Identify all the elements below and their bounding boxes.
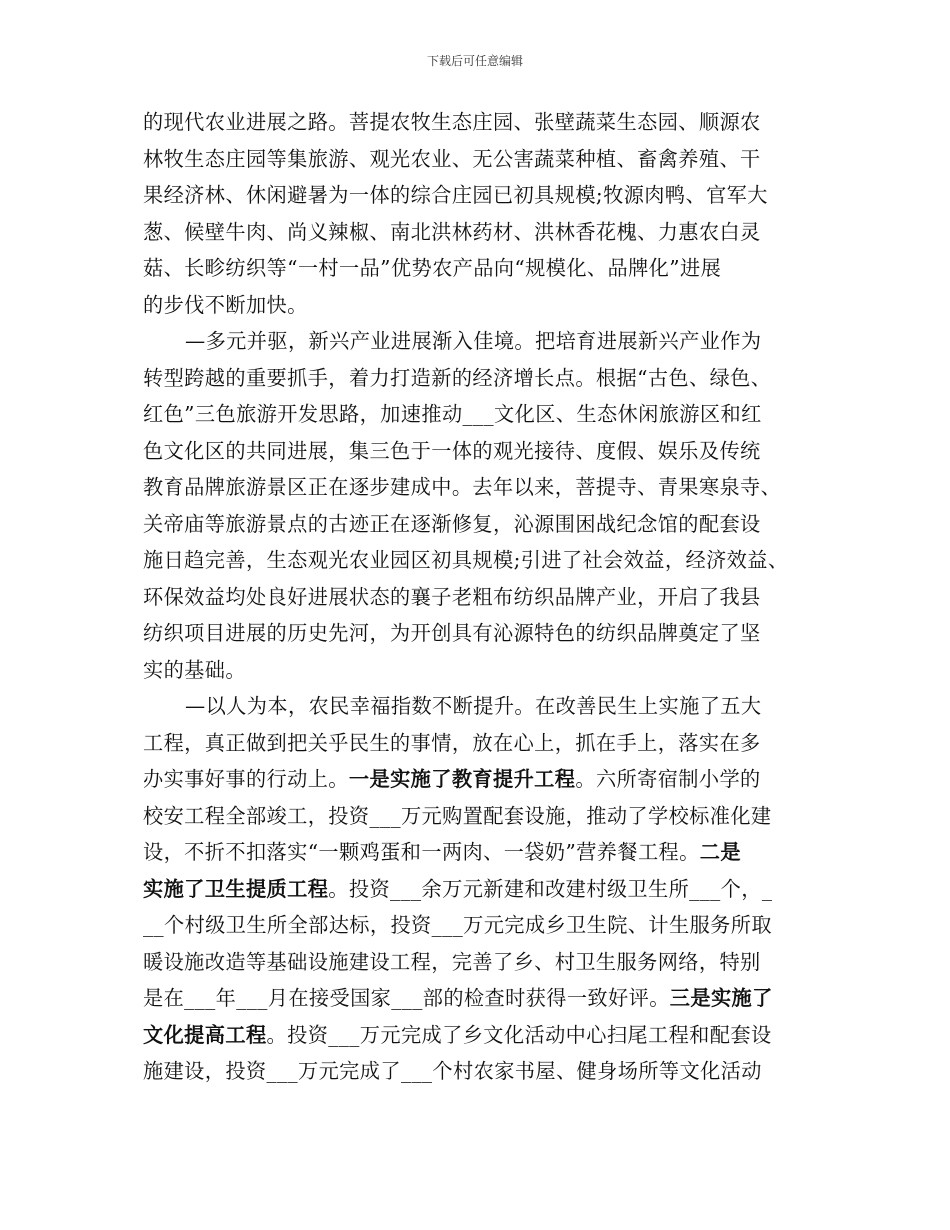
text-line	[143, 834, 811, 871]
text-line	[143, 141, 811, 178]
bold-text-run: 二是	[699, 840, 741, 864]
text-run: 是在___年___月在接受国家___部的检查时获得一致好评。	[143, 986, 670, 1010]
text-line	[143, 1053, 811, 1090]
text-run: 林牧生态庄园等集旅游、观光农业、无公害蔬菜种植、畜禽养殖、干	[143, 146, 761, 171]
text-run: 办实事好事的行动上。	[143, 767, 349, 791]
text-line	[143, 761, 811, 798]
text-run: 。投资___余万元新建和改建村级卫生所___个，_	[328, 876, 773, 901]
text-run: 的现代农业进展之路。菩提农牧生态庄园、张壁蔬菜生态园、顺源农	[143, 110, 761, 134]
text-line	[143, 250, 811, 287]
text-line	[143, 469, 811, 506]
text-line	[143, 652, 811, 689]
text-line	[143, 944, 811, 981]
text-line	[143, 396, 811, 433]
bold-text-run: 实施了卫生提质工程	[143, 876, 329, 901]
text-run: 的步伐不断加快。	[143, 292, 308, 317]
text-run: 。投资___万元完成了乡文化活动中心扫尾工程和配套设	[266, 1022, 772, 1047]
bold-text-run: 三是实施了	[669, 986, 773, 1010]
text-line	[143, 360, 811, 397]
text-run: 实的基础。	[143, 657, 246, 682]
text-run: 。六所寄宿制小学的	[575, 767, 761, 791]
text-run: 暖设施改造等基础设施建设工程，完善了乡、村卫生服务网络，特别	[143, 949, 761, 974]
text-run: 设，不折不扣落实“一颗鸡蛋和一两肉、一袋奶”营养餐工程。	[143, 840, 700, 864]
text-line	[143, 980, 811, 1017]
text-run: —以人为本，农民幸福指数不断提升。在改善民生上实施了五大	[185, 694, 762, 718]
bold-text-run: 文化提高工程	[143, 1022, 267, 1047]
text-line	[143, 798, 811, 835]
bold-text-run: 一是实施了教育提升工程	[348, 767, 576, 791]
text-line	[143, 579, 811, 616]
text-line	[143, 433, 811, 470]
text-run: 红色”三色旅游开发思路，加速推动___文化区、生态休闲旅游区和红	[143, 402, 762, 426]
text-line	[143, 871, 811, 908]
text-run: 葱、候壁牛肉、尚义辣椒、南北洪林药材、洪林香花槐、力惠农白灵	[143, 219, 761, 244]
text-run: 教育品牌旅游景区正在逐步建成中。去年以来，菩提寺、青果寒泉寺、	[143, 475, 782, 499]
text-run: 纺织项目进展的历史先河，为开创具有沁源特色的纺织品牌奠定了坚	[143, 621, 761, 645]
text-run: __个村级卫生所全部达标，投资___万元完成乡卫生院、计生服务所取	[143, 913, 772, 937]
text-line	[143, 725, 811, 762]
text-run: 菇、长畛纺织等“一村一品”优势农产品向“规模化、品牌化”进展	[143, 256, 722, 280]
page-header: 下载后可任意编辑	[426, 54, 523, 68]
text-run: 关帝庙等旅游景点的古迹正在逐渐修复，沁源围困战纪念馆的配套设	[143, 511, 761, 536]
text-line	[143, 214, 811, 251]
text-run: 校安工程全部竣工，投资___万元购置配套设施，推动了学校标准化建	[143, 803, 772, 828]
text-line	[143, 323, 811, 360]
text-line	[143, 177, 811, 214]
text-run: 果经济林、休闲避暑为一体的综合庄园已初具规模;牧源肉鸭、官军大	[143, 183, 768, 207]
text-line	[143, 688, 811, 725]
text-line	[143, 1017, 811, 1054]
text-run: —多元并驱，新兴产业进展渐入佳境。把培育进展新兴产业作为	[185, 329, 762, 353]
text-line	[143, 104, 811, 141]
text-line	[143, 907, 811, 944]
text-run: 转型跨越的重要抓手，着力打造新的经济增长点。根据“古色、绿色、	[143, 365, 772, 390]
text-line	[143, 542, 811, 579]
text-line	[143, 287, 811, 324]
text-run: 施建设，投资___万元完成了___个村农家书屋、健身场所等文化活动	[143, 1059, 762, 1083]
document-body	[143, 104, 811, 1090]
text-line	[143, 506, 811, 543]
text-run: 色文化区的共同进展，集三色于一体的观光接待、度假、娱乐及传统	[143, 438, 761, 463]
text-run: 施日趋完善，生态观光农业园区初具规模;引进了社会效益，经济效益、	[143, 548, 789, 572]
text-line	[143, 615, 811, 652]
text-run: 工程，真正做到把关乎民生的事情，放在心上，抓在手上，落实在多	[143, 730, 761, 755]
text-run: 环保效益均处良好进展状态的襄子老粗布纺织品牌产业，开启了我县	[143, 584, 761, 609]
